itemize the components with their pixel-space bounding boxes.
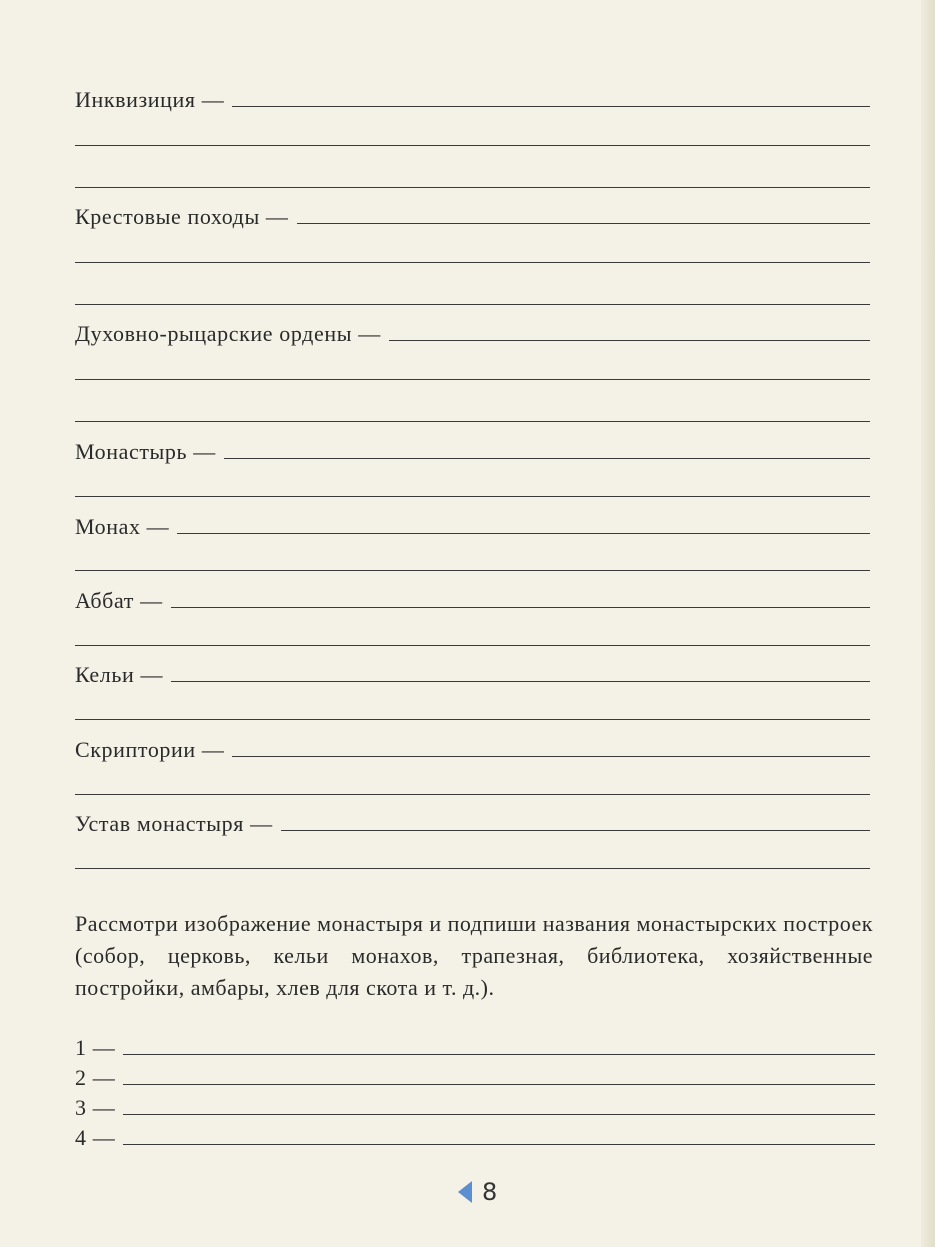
term-row-abbot [75, 587, 870, 613]
page-number [458, 1178, 497, 1206]
answer-line[interactable] [75, 868, 870, 869]
term-label: Инквизиция — [75, 87, 225, 112]
answer-line[interactable] [75, 719, 870, 720]
term-label: Монах — [75, 514, 170, 539]
answer-line[interactable] [75, 262, 870, 263]
answer-line[interactable] [123, 1054, 875, 1055]
item-number: 4 — [75, 1125, 116, 1150]
task-text: Рассмотри изображение монастыря и подпиши названия монастырских построек (собор, церковь, кельи монахов, трапезная, библиотека, хозяйственные постройки, амбары, хлев для скота и т. д.). [75, 911, 873, 1000]
page-number-text: 8 [482, 1178, 498, 1206]
triangle-marker-icon [458, 1181, 472, 1203]
answer-line[interactable] [123, 1114, 875, 1115]
term-row-monastery [75, 438, 870, 464]
answer-line[interactable] [75, 379, 870, 380]
term-label: Монастырь — [75, 439, 216, 464]
answer-line[interactable] [171, 681, 870, 682]
item-number: 2 — [75, 1065, 116, 1090]
answer-line[interactable] [297, 223, 870, 224]
answer-line[interactable] [75, 794, 870, 795]
numbered-answer-1 [75, 1034, 875, 1060]
numbered-answer-4 [75, 1124, 875, 1150]
answer-line[interactable] [75, 187, 870, 188]
numbered-answer-3 [75, 1094, 875, 1120]
term-row-monk [75, 513, 870, 539]
answer-line[interactable] [281, 830, 870, 831]
term-row-monastery-rule [75, 810, 870, 836]
term-label: Крестовые походы — [75, 204, 289, 229]
answer-line[interactable] [123, 1084, 875, 1085]
answer-line[interactable] [171, 607, 870, 608]
term-label: Аббат — [75, 588, 163, 613]
term-row-scriptoria [75, 736, 870, 762]
term-label: Устав монастыря — [75, 811, 273, 836]
answer-line[interactable] [232, 106, 870, 107]
item-number: 1 — [75, 1035, 116, 1060]
page-edge-shadow [921, 0, 935, 1247]
answer-line[interactable] [75, 496, 870, 497]
term-label: Скриптории — [75, 737, 225, 762]
item-number: 3 — [75, 1095, 116, 1120]
answer-line[interactable] [389, 340, 870, 341]
answer-line[interactable] [75, 145, 870, 146]
term-row-inquisition [75, 86, 870, 112]
answer-line[interactable] [224, 458, 870, 459]
answer-line[interactable] [232, 756, 870, 757]
numbered-answer-2 [75, 1064, 875, 1090]
term-row-knight-orders [75, 320, 870, 346]
answer-line[interactable] [75, 570, 870, 571]
term-label: Кельи — [75, 662, 164, 687]
answer-line[interactable] [75, 421, 870, 422]
term-row-crusades [75, 203, 870, 229]
answer-line[interactable] [123, 1144, 875, 1145]
answer-line[interactable] [177, 533, 870, 534]
term-label: Духовно-рыцарские ордены — [75, 321, 381, 346]
term-row-cells [75, 661, 870, 687]
answer-line[interactable] [75, 304, 870, 305]
answer-line[interactable] [75, 645, 870, 646]
